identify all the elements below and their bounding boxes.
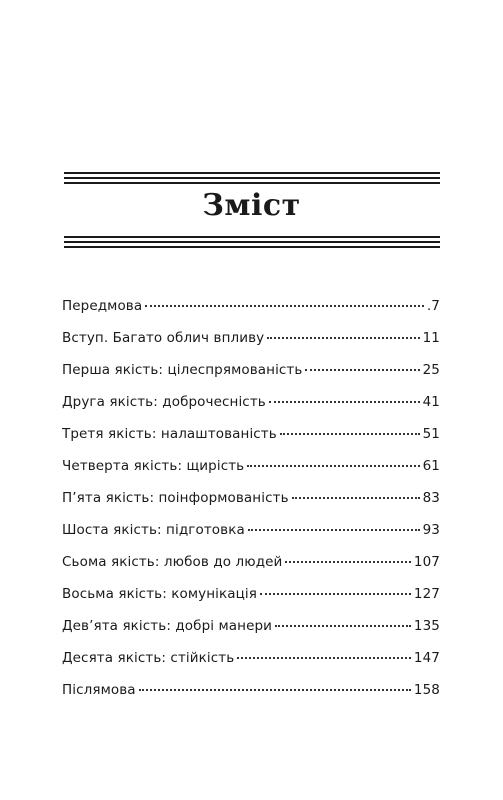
toc-leader-dots [145, 305, 424, 307]
toc-entry[interactable] [62, 394, 440, 426]
toc-entry[interactable] [62, 298, 440, 330]
toc-entry-label: Третя якість: налаштованість [62, 426, 277, 442]
toc-entry-page: 51 [422, 426, 440, 442]
toc-entry[interactable] [62, 554, 440, 586]
toc-entry[interactable] [62, 426, 440, 458]
toc-entry-label: Шоста якість: підготовка [62, 522, 245, 538]
toc-entry-page: 135 [413, 618, 440, 634]
rule-line [64, 182, 440, 184]
rule-line [64, 172, 440, 174]
toc-entry-page: 93 [422, 522, 440, 538]
toc-entry-page: 41 [422, 394, 440, 410]
toc-leader-dots [305, 369, 419, 371]
toc-entry-page: 11 [422, 330, 440, 346]
toc-entry-page: 61 [422, 458, 440, 474]
toc-entry-page: 25 [422, 362, 440, 378]
toc-entry[interactable] [62, 490, 440, 522]
toc-entry-page: 127 [413, 586, 440, 602]
toc-leader-dots [280, 433, 420, 435]
toc-entry-page: .7 [426, 298, 440, 314]
toc-entry-label: П’ята якість: поінформованість [62, 490, 289, 506]
rule-line [64, 246, 440, 248]
toc-leader-dots [267, 337, 419, 339]
toc-entry[interactable] [62, 586, 440, 618]
toc-entry-label: Друга якість: доброчесність [62, 394, 266, 410]
bottom-rule-lines [64, 236, 440, 251]
toc-entry[interactable] [62, 458, 440, 490]
toc-entry[interactable] [62, 522, 440, 554]
rule-line [64, 236, 440, 238]
toc-entry-label: Сьома якість: любов до людей [62, 554, 283, 570]
table-of-contents [62, 298, 440, 714]
toc-entry-page: 83 [422, 490, 440, 506]
toc-entry-page: 147 [413, 650, 440, 666]
top-rule-lines [64, 172, 440, 187]
toc-entry-page: 107 [413, 554, 440, 570]
toc-entry-label: Післямова [62, 682, 136, 698]
toc-leader-dots [269, 401, 420, 403]
toc-entry[interactable] [62, 330, 440, 362]
toc-leader-dots [275, 625, 411, 627]
toc-entry-label: Восьма якість: комунікація [62, 586, 258, 602]
rule-line [64, 241, 440, 243]
toc-entry-label: Передмова [62, 298, 143, 314]
toc-leader-dots [237, 657, 411, 659]
toc-entry-label: Дев’ята якість: добрі манери [62, 618, 273, 634]
toc-entry[interactable] [62, 362, 440, 394]
toc-leader-dots [260, 593, 411, 595]
toc-entry[interactable] [62, 682, 440, 714]
toc-entry-page: 158 [413, 682, 440, 698]
toc-entry[interactable] [62, 618, 440, 650]
toc-entry-label: Десята якість: стійкість [62, 650, 235, 666]
rule-line [64, 177, 440, 179]
toc-entry-label: Четверта якість: щирість [62, 458, 245, 474]
toc-entry-label: Вступ. Багато облич впливу [62, 330, 265, 346]
toc-leader-dots [292, 497, 420, 499]
toc-leader-dots [247, 465, 419, 467]
toc-leader-dots [139, 689, 411, 691]
page-title: Зміст [202, 188, 301, 223]
toc-leader-dots [248, 529, 420, 531]
toc-leader-dots [285, 561, 411, 563]
toc-entry[interactable] [62, 650, 440, 682]
toc-entry-label: Перша якість: цілеспрямованість [62, 362, 303, 378]
